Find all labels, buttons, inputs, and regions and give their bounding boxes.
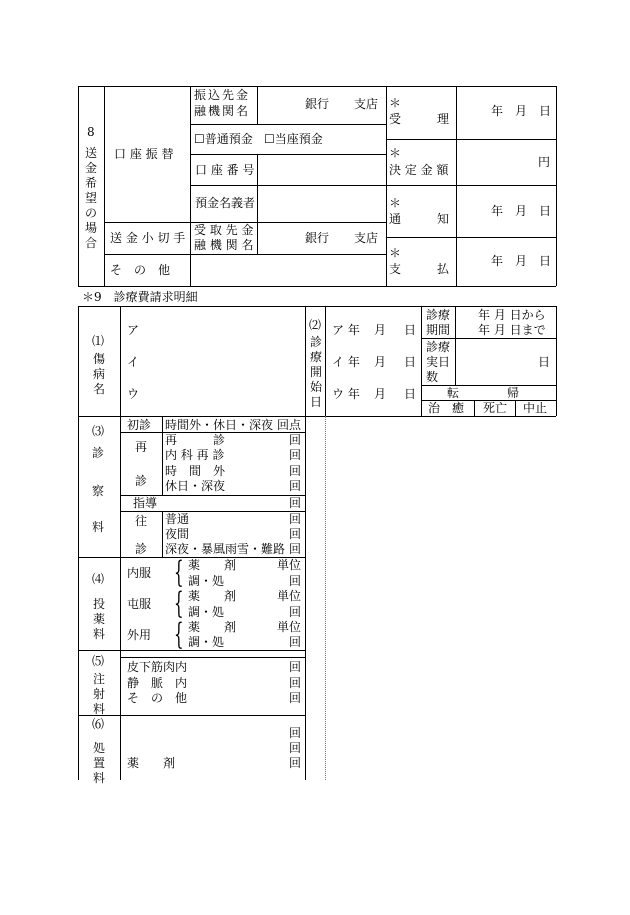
exam-char-3: 料 (92, 520, 105, 534)
bank-label-line2: 融機関名 (194, 104, 251, 118)
exam-char-2: 察 (92, 484, 105, 498)
injection-item-1: 皮下筋肉内 (127, 660, 188, 674)
recv-bank-line2: 融 機 関 名 (194, 238, 254, 252)
period-label-line2: 期間 (426, 323, 451, 337)
internal-brace: { (174, 555, 184, 590)
start-u-month: 月 (374, 387, 387, 401)
home-visit-unit-1: 回 (289, 512, 302, 526)
internal-drug: 薬 剤 (188, 558, 237, 572)
revisit-item-2: 内 科 再 診 (165, 448, 225, 462)
prep-unit: 回 (289, 605, 302, 619)
external-dispense: 調・処 (188, 635, 225, 649)
revisit-unit-4: 回 (289, 479, 302, 493)
start-i-month: 月 (374, 355, 387, 369)
revisit-item-4: 休日・深夜 (165, 479, 226, 493)
external-unit-kind: 単位 (277, 620, 302, 634)
paid-label: 支 払 (389, 262, 450, 276)
medication-bottom-line (78, 650, 305, 651)
injection-item-2: 静 脈 内 (127, 676, 188, 690)
external-unit: 回 (289, 635, 302, 649)
injection-label: 注射料 (92, 672, 105, 716)
injection-number: ⑸ (92, 654, 105, 668)
period-from: 年 月 日から (478, 308, 546, 322)
paid-star: ＊ (389, 246, 402, 260)
notified-label: 通 知 (389, 212, 450, 226)
first-visit-unit: 回点 (277, 418, 302, 432)
period-label-line1: 診療 (426, 308, 451, 322)
internal-label: 内服 (127, 566, 152, 580)
prep-brace: { (174, 586, 184, 621)
decided-yen: 円 (538, 155, 551, 169)
notified-date: 年 月 日 (491, 204, 552, 218)
start-label: 診療開始日 (309, 335, 322, 409)
start-u-day: 日 (404, 387, 417, 401)
home-visit-char-2: 診 (135, 542, 148, 556)
medication-number: ⑷ (92, 572, 105, 586)
home-visit-item-1: 普通 (165, 512, 190, 526)
guidance-unit: 回 (289, 496, 302, 510)
recv-bank-line1: 受 取 先 金 (194, 223, 254, 237)
section-8-title: 送金希望の場合 (84, 146, 97, 250)
home-visit-unit-3: 回 (289, 542, 302, 556)
external-drug: 薬 剤 (188, 620, 237, 634)
treatment-unit-2: 回 (289, 741, 302, 755)
revisit-char-1: 再 (135, 440, 148, 454)
disease-label: 傷病名 (92, 352, 105, 396)
disease-number: ⑴ (92, 334, 105, 348)
start-a-month: 月 (374, 323, 387, 337)
treatment-unit-3: 回 (289, 756, 302, 770)
revisit-char-2: 診 (135, 474, 148, 488)
injection-unit-2: 回 (289, 676, 302, 690)
prep-drug: 薬 剤 (188, 589, 237, 603)
internal-dispense: 調・処 (188, 574, 225, 588)
home-visit-item-2: 夜間 (165, 527, 190, 541)
section-9-title: ＊9 診療費請求明細 (82, 290, 198, 304)
disease-u: ウ (127, 387, 140, 401)
days-unit: 日 (538, 355, 551, 369)
outcome-stopped: 中止 (523, 401, 548, 415)
medication-label: 投薬料 (92, 597, 105, 641)
treatment-label: 処置料 (92, 741, 105, 785)
revisit-unit-2: 回 (289, 448, 302, 462)
period-to: 年 月 日まで (478, 323, 546, 337)
notified-star: ＊ (389, 196, 402, 210)
revisit-unit-1: 回 (289, 433, 302, 447)
start-i-day: 日 (404, 355, 417, 369)
first-visit-label: 初診 (127, 418, 152, 432)
check-label: 送 金 小 切 手 (110, 231, 186, 245)
start-a-day: 日 (404, 323, 417, 337)
injection-unit-3: 回 (289, 691, 302, 705)
first-visit-detail: 時間外・休日・深夜 (165, 418, 274, 432)
home-visit-item-3: 深夜・暴風雨雪・難路 (165, 542, 286, 556)
revisit-unit-3: 回 (289, 464, 302, 478)
home-visit-unit-2: 回 (289, 527, 302, 541)
treatment-drug: 薬 剤 (127, 756, 176, 770)
other-label: そ の 他 (110, 263, 171, 277)
external-label: 外用 (127, 628, 152, 642)
external-brace: { (174, 617, 184, 652)
paid-date: 年 月 日 (491, 254, 552, 268)
home-visit-char-1: 往 (135, 514, 148, 528)
outcome-cured: 治 癒 (428, 401, 465, 415)
start-number: ⑵ (309, 318, 322, 332)
recv-branch-text: 支店 (354, 231, 379, 245)
injection-top-line (120, 657, 305, 658)
guidance-label: 指導 (133, 496, 158, 510)
treatment-unit-1: 回 (289, 726, 302, 740)
received-label: 受 理 (389, 112, 450, 126)
received-star: ＊ (389, 96, 402, 110)
start-a-year: ア 年 (332, 323, 360, 337)
injection-bottom-line (78, 715, 305, 716)
current-deposit-checkbox[interactable]: ☐当座預金 (264, 132, 323, 146)
revisit-item-3: 時 間 外 (165, 464, 226, 478)
days-label-line2: 実日 (426, 355, 451, 369)
internal-unit: 回 (289, 574, 302, 588)
exam-char-1: 診 (92, 446, 105, 460)
injection-item-3: そ の 他 (127, 691, 188, 705)
internal-unit-kind: 単位 (277, 558, 302, 572)
prep-label: 屯服 (127, 597, 152, 611)
ordinary-deposit-checkbox[interactable]: ☐普通預金 (194, 132, 253, 146)
received-date: 年 月 日 (491, 104, 552, 118)
days-label-line1: 診療 (426, 340, 451, 354)
recv-bank-text: 銀行 (305, 231, 330, 245)
bank-label-line1: 振込先金 (194, 88, 251, 102)
disease-a: ア (127, 323, 140, 337)
start-u-year: ウ 年 (332, 387, 360, 401)
account-holder-label: 預金名義者 (195, 196, 256, 210)
outcome-death: 死亡 (483, 401, 508, 415)
transfer-label: 口 座 振 替 (114, 147, 174, 161)
branch-text: 支店 (354, 97, 379, 111)
section-8-number: 8 (87, 125, 95, 139)
revisit-item-1: 再 診 (165, 433, 226, 447)
bank-text: 銀行 (305, 97, 330, 111)
disease-i: イ (127, 355, 140, 369)
decided-label: 決 定 金 額 (389, 163, 449, 177)
prep-unit-kind: 単位 (277, 589, 302, 603)
exam-number: ⑶ (92, 424, 105, 438)
prep-dispense: 調・処 (188, 605, 225, 619)
days-label-line3: 数 (426, 370, 439, 384)
account-number-label: 口 座 番 号 (195, 163, 255, 177)
start-i-year: イ 年 (332, 355, 360, 369)
decided-star: ＊ (389, 146, 402, 160)
injection-unit-1: 回 (289, 660, 302, 674)
treatment-number: ⑹ (92, 717, 105, 731)
outcome-label: 転 帰 (447, 386, 520, 400)
